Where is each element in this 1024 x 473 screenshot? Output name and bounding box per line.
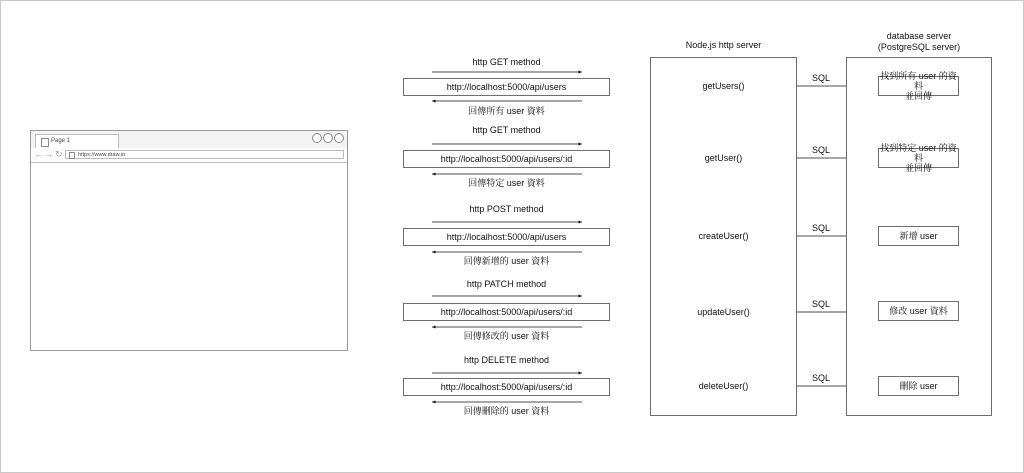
response-label: 回傳所有 user 資料 xyxy=(468,106,545,116)
back-arrow-icon[interactable]: ← xyxy=(34,149,43,159)
db-action-text: 刪除 user xyxy=(899,381,938,391)
db-action-box xyxy=(878,301,959,321)
response-label: 回傳修改的 user 資料 xyxy=(463,331,550,341)
db-action-box xyxy=(878,226,959,246)
node-function-label: createUser() xyxy=(698,231,749,241)
response-label: 回傳刪除的 user 資料 xyxy=(463,406,550,416)
request-url-box[interactable]: http://localhost:5000/api/users/:id xyxy=(403,303,610,321)
sql-label: SQL xyxy=(812,223,831,233)
request-method-label: http PATCH method xyxy=(466,279,547,289)
request-method-label: http GET method xyxy=(472,125,541,135)
forward-arrow-icon[interactable]: → xyxy=(44,149,53,159)
sql-label: SQL xyxy=(812,145,831,155)
sql-label: SQL xyxy=(812,373,831,383)
request-method-label: http DELETE method xyxy=(463,355,550,365)
node-server-title: Node.js http server xyxy=(685,40,762,50)
db-action-text: 並回傳 xyxy=(904,91,932,101)
address-bar-url: https://www.draw.io xyxy=(78,152,126,158)
request-url-box[interactable]: http://localhost:5000/api/users/:id xyxy=(403,150,610,168)
sql-label: SQL xyxy=(812,73,831,83)
response-label: 回傳新增的 user 資料 xyxy=(463,256,550,266)
db-action-box xyxy=(878,376,959,396)
request-url-box[interactable]: http://localhost:5000/api/users/:id xyxy=(403,378,610,396)
db-action-text: 找到特定 user 的資料 xyxy=(880,143,957,163)
response-label: 回傳特定 user 資料 xyxy=(468,178,545,188)
node-function-label: updateUser() xyxy=(697,307,750,317)
sql-label: SQL xyxy=(812,299,831,309)
refresh-icon[interactable]: ↻ xyxy=(55,149,63,159)
db-action-box xyxy=(878,143,959,173)
node-function-label: deleteUser() xyxy=(698,381,749,391)
db-server-subtitle: (PostgreSQL server) xyxy=(877,42,961,52)
db-action-text: 新增 user xyxy=(899,231,938,241)
node-function-label: getUser() xyxy=(704,153,743,163)
request-url-box[interactable]: http://localhost:5000/api/users xyxy=(403,78,610,96)
request-url-box[interactable]: http://localhost:5000/api/users xyxy=(403,228,610,246)
request-method-label: http POST method xyxy=(469,204,544,214)
request-method-label: http GET method xyxy=(472,57,541,67)
db-action-box xyxy=(878,71,959,101)
db-action-text: 並回傳 xyxy=(904,163,932,173)
browser-tab-label: Page 1 xyxy=(51,138,71,144)
node-function-label: getUsers() xyxy=(702,81,745,91)
db-action-text: 找到所有 user 的資料 xyxy=(880,71,957,91)
db-action-text: 修改 user 資料 xyxy=(889,306,948,316)
db-server-title: database server xyxy=(886,31,952,41)
